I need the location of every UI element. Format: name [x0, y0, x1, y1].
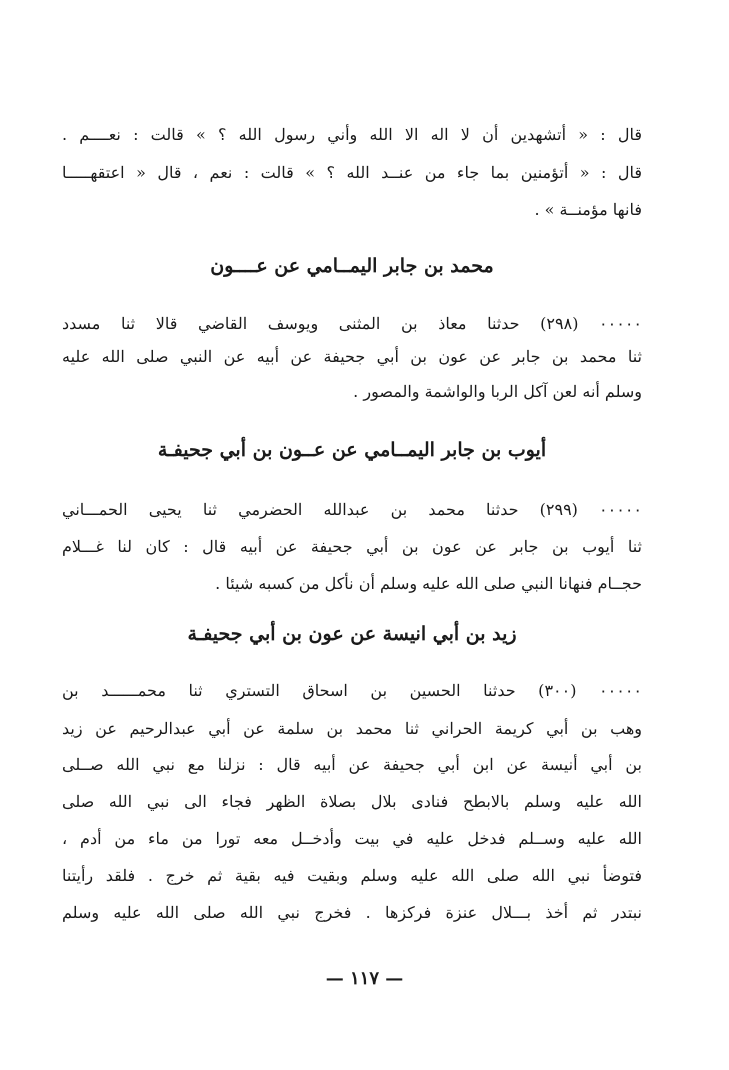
section-1-line-1: ٠٠٠٠٠ (٢٩٨) حدثنا معاذ بن المثنى ويوسف القاضي قالا ثنا مسدد — [62, 314, 642, 333]
section-3-line-6: فتوضأ نبي الله صلى الله عليه وسلم وبقيت فيه بقية ثم خرج . فلقد رأيتنا — [62, 866, 642, 885]
section-heading-1: محمد بن جابر اليمــامي عن عــــون — [210, 255, 494, 277]
section-1-line-2: ثنا محمد بن جابر عن عون بن أبي جحيفة عن أبيه عن النبي صلى الله عليه — [62, 347, 642, 366]
intro-line-3: فانها مؤمنــة » . — [534, 200, 642, 219]
section-2-line-1: ٠٠٠٠٠ (٢٩٩) حدثنا محمد بن عبدالله الحضرمي ثنا يحيى الحمـــاني — [62, 500, 642, 519]
section-2-line-2: ثنا أيوب بن جابر عن عون بن أبي جحيفة عن أبيه قال : كان لنا غـــلام — [62, 537, 642, 556]
section-2-line-3: حجــام فنهانا النبي صلى الله عليه وسلم أن نأكل من كسبه شيئا . — [215, 574, 642, 593]
section-3-line-1: ٠٠٠٠٠ (٣٠٠) حدثنا الحسين بن اسحاق التستري ثنا محمــــــد بن — [62, 681, 642, 700]
intro-line-2: قال : « أتؤمنين بما جاء من عنــد الله ؟ » قالت : نعم ، قال « اعتقهـــــا — [62, 163, 642, 182]
intro-line-1: قال : « أتشهدين أن لا اله الا الله وأني رسول الله ؟ » قالت : نعــــم . — [62, 125, 642, 144]
section-3-line-2: وهب بن أبي كريمة الحراني ثنا محمد بن سلمة عن أبي عبدالرحيم عن زيد — [62, 719, 642, 738]
section-3-line-7: نبتدر ثم أخذ بـــلال عنزة فركزها . فخرج نبي الله صلى الله عليه وسلم — [62, 903, 642, 922]
page-number: — ١١٧ — — [325, 968, 404, 989]
section-3-line-4: الله عليه وسلم بالابطح فنادى بلال بصلاة الظهر فجاء الى نبي الله صلى — [62, 792, 642, 811]
section-3-line-3: بن أبي أنيسة عن ابن أبي جحيفة عن أبيه قال : نزلنا مع نبي الله صــلى — [62, 755, 642, 774]
section-heading-2: أيوب بن جابر اليمــامي عن عــون بن أبي جحيفـة — [157, 439, 547, 461]
section-1-line-3: وسلم أنه لعن آكل الربا والواشمة والمصور . — [353, 382, 642, 401]
section-3-line-5: الله عليه وســلم فدخل عليه في بيت وأدخــل معه تورا من ماء من أدم ، — [62, 829, 642, 848]
section-heading-3: زيد بن أبي انيسة عن عون بن أبي جحيفـة — [187, 623, 517, 645]
